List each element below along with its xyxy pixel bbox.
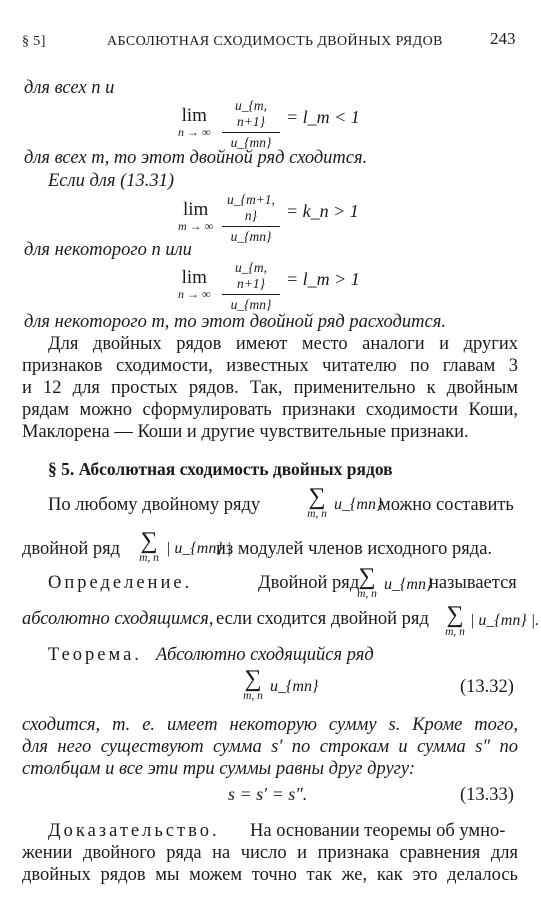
sum-sub-5: m, n <box>243 690 263 702</box>
eq1-denominator: u_{mn} <box>230 135 272 151</box>
equation-number-13-32: (13.32) <box>460 677 514 697</box>
para1-line-4: рядам можно сформулировать признаки сходимости Коши, <box>22 400 518 420</box>
para2-text-c: двойной ряд <box>22 539 121 559</box>
definition-abs-term: | u_{mn} |. <box>470 612 540 629</box>
section-heading: § 5. Абсолютная сходимость двойных рядов <box>48 459 393 479</box>
proof-first-line: На основании теоремы об умно- <box>250 821 506 841</box>
eq1-limit <box>178 106 211 139</box>
line-diverges: для некоторого m, то этот двойной ряд расходится. <box>24 312 446 332</box>
definition-text-a: Двойной ряд <box>258 573 360 593</box>
definition-label: Определение. <box>48 573 193 593</box>
definition-text-c: абсолютно сходящимся, <box>22 609 214 629</box>
line-some-n: для некоторого n или <box>24 240 192 260</box>
line-if: Если для (13.31) <box>48 171 175 191</box>
proof-line-2: жении двойного ряда на число и признака сравнения для <box>22 843 518 863</box>
eq3-limit <box>178 268 211 301</box>
sum-symbol-3: ∑ m, n <box>348 566 386 600</box>
theorem-line-1: сходится, т. е. имеет некоторую сумму s. Кроме того, <box>22 715 518 735</box>
para2-text-d: из модулей членов исходного ряда. <box>216 539 493 559</box>
definition-term: u_{mn} <box>384 576 433 593</box>
eq3-lim-sub: n → ∞ <box>178 287 211 301</box>
sum-sub-3: m, n <box>357 588 377 600</box>
theorem-label: Теорема. <box>48 645 142 665</box>
sum-symbol-5: ∑ m, n <box>234 668 272 702</box>
eq2-numerator: u_{m+1, n} <box>227 192 275 223</box>
eq2-rhs: = k_n > 1 <box>286 201 359 221</box>
para1-line-3: и 12 для простых рядов. Так, применительно к двойным <box>22 378 518 398</box>
equation-number-13-33: (13.33) <box>460 785 514 805</box>
proof-line-3: двойных рядов мы можем точно так же, как это делалось <box>22 865 518 885</box>
sum-sub-2: m, n <box>139 552 159 564</box>
eq2-lim-sub: m → ∞ <box>178 219 214 233</box>
equation-13-33: s = s′ = s″. <box>228 784 308 804</box>
sum-sub-1: m, n <box>307 508 327 520</box>
sum-symbol-4: ∑ m, n <box>436 604 474 638</box>
eq1-fraction <box>222 98 280 151</box>
para1-line-2: признаков сходимости, известных читателю по главам 3 <box>22 356 518 376</box>
eq1-numerator: u_{m, n+1} <box>234 98 268 129</box>
eq2-limit <box>178 200 213 233</box>
definition-text-b: называется <box>429 573 517 593</box>
eq2-denominator: u_{mn} <box>230 229 272 245</box>
theorem-line-3: столбцам и все эти три суммы равны друг другу: <box>22 759 416 779</box>
sum-symbol-1: ∑ m, n <box>298 486 336 520</box>
para2-text-a: По любому двойному ряду <box>48 495 261 515</box>
eq3-denominator: u_{mn} <box>230 297 272 313</box>
eq2-fraction <box>222 192 280 245</box>
proof-label: Доказательство. <box>48 821 220 841</box>
eq3-lim-word: lim <box>181 267 207 288</box>
sum-symbol-2: ∑ m, n <box>130 530 168 564</box>
para1-line-1: Для двойных рядов имеют место аналоги и других <box>48 334 518 354</box>
theorem-line-2: для него существуют сумма s′ по строкам и сумма s″ по <box>22 737 518 757</box>
intro-line: для всех n и <box>24 78 115 98</box>
page-number: 243 <box>490 29 516 48</box>
eq3-numerator: u_{m, n+1} <box>234 260 268 291</box>
eq1-rhs: = l_m < 1 <box>286 107 360 127</box>
eq2-lim-word: lim <box>182 199 209 220</box>
eq3-rhs: = l_m > 1 <box>286 269 360 289</box>
para1-line-5: Маклорена — Коши и другие чувствительные признаки. <box>22 422 469 442</box>
theorem-text: Абсолютно сходящийся ряд <box>156 645 374 665</box>
eq1-lim-word: lim <box>181 105 207 126</box>
eq1-lim-sub: n → ∞ <box>178 125 211 139</box>
line-converges: для всех m, то этот двойной ряд сходится. <box>24 148 368 168</box>
para2-term: u_{mn} <box>334 496 383 513</box>
para2-text-b: можно составить <box>379 495 514 515</box>
definition-text-d: если сходится двойной ряд <box>216 609 429 629</box>
section-ref: § 5] <box>22 34 46 49</box>
running-title: АБСОЛЮТНАЯ СХОДИМОСТЬ ДВОЙНЫХ РЯДОВ <box>107 34 443 49</box>
theorem-term: u_{mn} <box>270 678 319 695</box>
eq3-fraction <box>222 260 280 313</box>
para2-abs-term: | u_{mn} | <box>166 540 232 557</box>
sum-sub-4: m, n <box>445 626 465 638</box>
